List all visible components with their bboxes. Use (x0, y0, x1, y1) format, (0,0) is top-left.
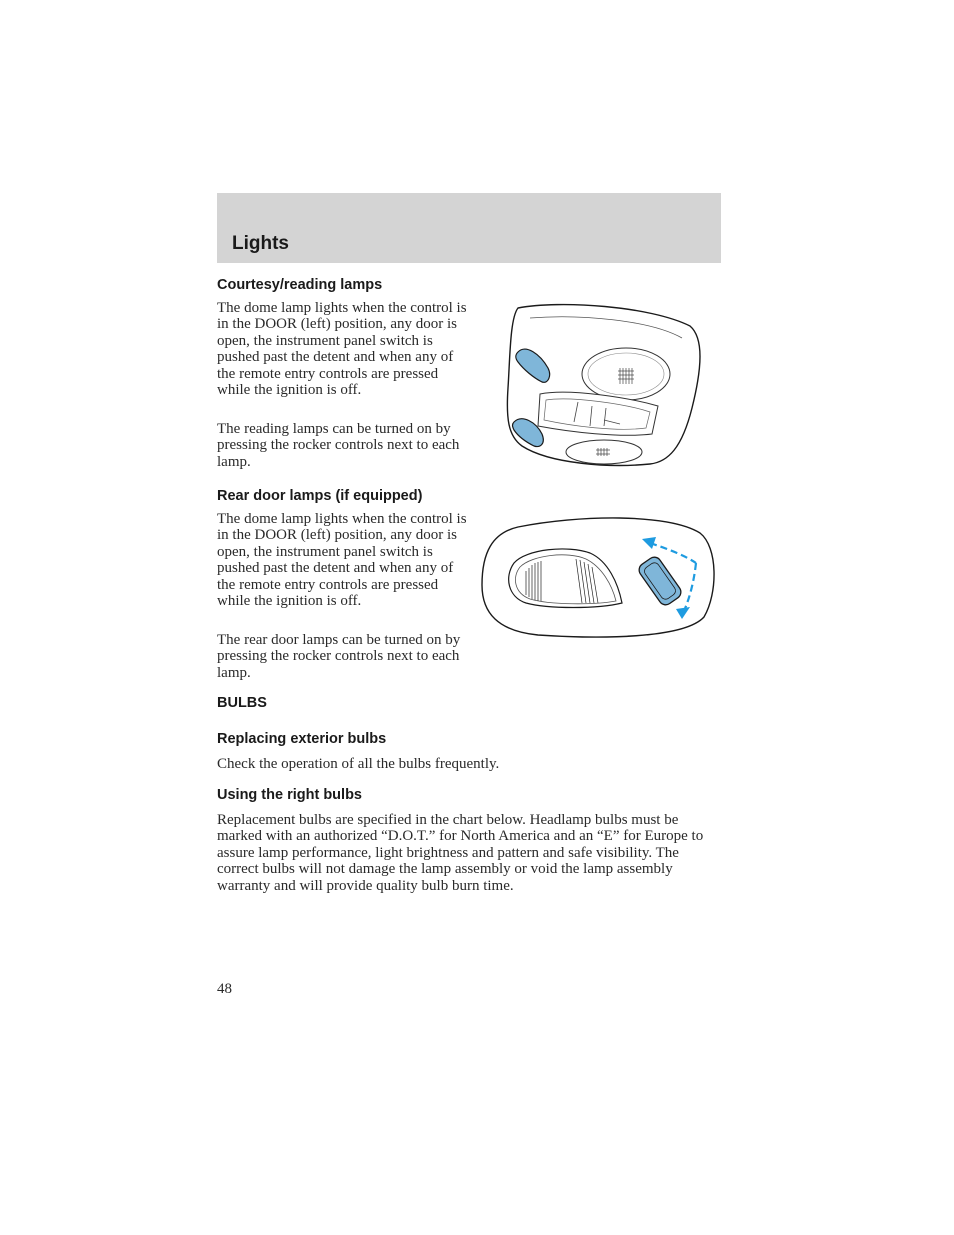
overhead-console-illustration (500, 298, 706, 470)
rear-door-paragraph-1: The dome lamp lights when the control is in the DOOR (left) position, any door is open, the instrument panel switch is pushed past the detent and when any of the remote entry controls are pressed while the ignition is off. (217, 511, 467, 610)
courtesy-paragraph-1: The dome lamp lights when the control is in the DOOR (left) position, any door is open, the instrument panel switch is pushed past the detent and when any of the remote entry controls are pressed while the ignition is off. (217, 300, 467, 399)
header-band (217, 193, 721, 263)
heading-rear-door-lamps: Rear door lamps (if equipped) (217, 488, 423, 504)
heading-courtesy-reading-lamps: Courtesy/reading lamps (217, 277, 383, 293)
courtesy-paragraph-2: The reading lamps can be turned on by pressing the rocker controls next to each lamp. (217, 421, 460, 470)
page-number: 48 (217, 981, 232, 997)
rear-door-lamp-illustration (478, 513, 722, 641)
right-bulbs-paragraph: Replacement bulbs are specified in the chart below. Headlamp bulbs must be marked with an authorized “D.O.T.” for North America and an “E” for Europe to assure lamp performance, light brightness and pattern and safe visibility. The correct bulbs will not damage the lamp assembly or void the lamp assembly warranty and will provide quality bulb burn time. (217, 812, 704, 894)
rear-door-paragraph-2: The rear door lamps can be turned on by pressing the rocker controls next to each lamp. (217, 632, 461, 681)
heading-using-right-bulbs: Using the right bulbs (217, 787, 362, 803)
page-title: Lights (232, 233, 289, 254)
replacing-paragraph: Check the operation of all the bulbs frequently. (217, 756, 500, 772)
heading-bulbs: BULBS (217, 695, 267, 711)
heading-replacing-exterior-bulbs: Replacing exterior bulbs (217, 731, 387, 747)
